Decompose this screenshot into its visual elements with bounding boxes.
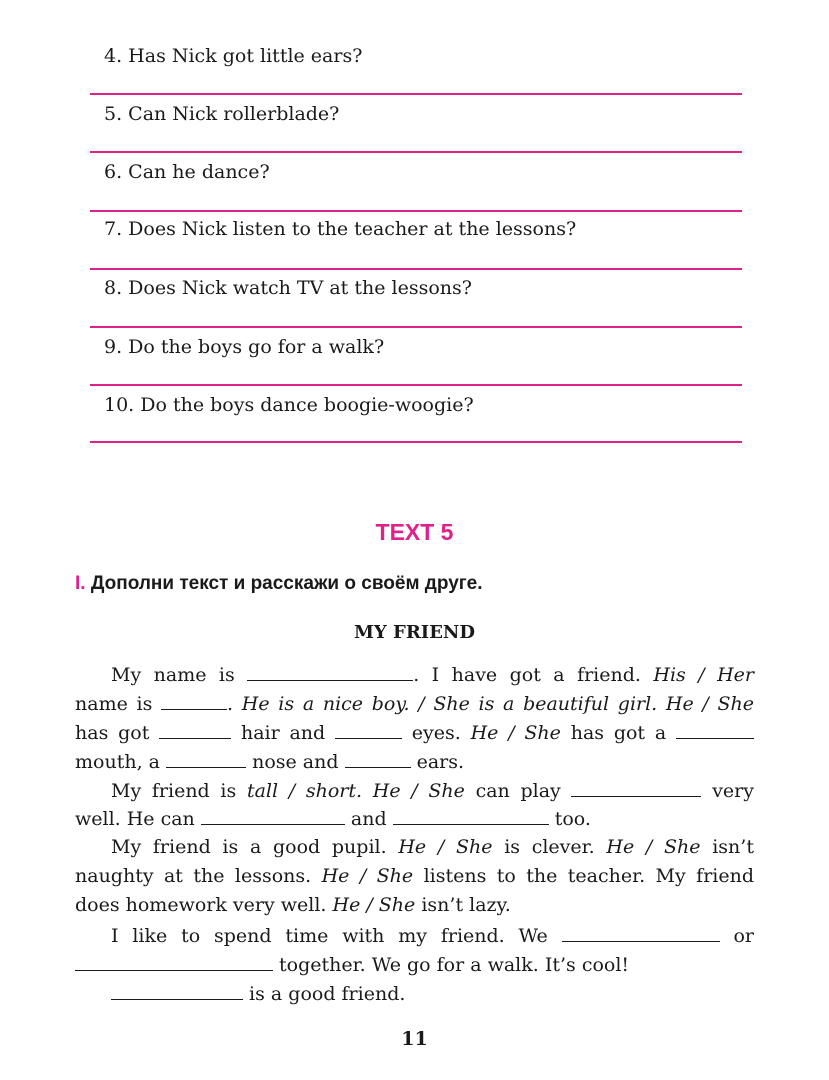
answer-line-6[interactable] xyxy=(90,210,742,212)
blank-eyes[interactable] xyxy=(335,720,402,739)
page-number: 11 xyxy=(401,1028,428,1050)
question-10: 10. Do the boys dance boogie-woogie? xyxy=(104,394,474,416)
story-line-2: name is . He is a nice boy. / She is a beautiful girl. He / She xyxy=(75,693,755,715)
story-line-5: My friend is tall / short. He / She can play very xyxy=(111,780,754,802)
answer-line-4[interactable] xyxy=(90,93,742,95)
question-4: 4. Has Nick got little ears? xyxy=(104,45,363,67)
answer-line-9[interactable] xyxy=(90,384,742,386)
blank-play[interactable] xyxy=(571,778,701,797)
blank-nose[interactable] xyxy=(166,749,246,768)
answer-line-7[interactable] xyxy=(90,268,742,270)
story-line-11: together. We go for a walk. It’s cool! xyxy=(75,952,754,977)
blank-hair[interactable] xyxy=(159,720,231,739)
story-line-3: has got hair and eyes. He / She has got a xyxy=(75,720,754,745)
task-instruction xyxy=(75,573,483,595)
story-line-12: is a good friend. xyxy=(75,981,754,1006)
answer-line-8[interactable] xyxy=(90,326,742,328)
answer-line-5[interactable] xyxy=(90,151,742,153)
story-line-9: does homework very well. He / She isn’t lazy. xyxy=(75,894,511,916)
section-heading: TEXT 5 xyxy=(375,519,454,545)
story-line-8: naughty at the lessons. He / She listens to the teacher. My friend xyxy=(75,865,754,887)
answer-line-10[interactable] xyxy=(90,441,742,443)
blank-friend[interactable] xyxy=(111,981,243,1000)
blank-my-name[interactable] xyxy=(247,662,413,681)
question-9: 9. Do the boys go for a walk? xyxy=(104,336,385,358)
question-6: 6. Can he dance? xyxy=(104,161,270,183)
blank-ears[interactable] xyxy=(345,749,411,768)
story-line-4: mouth, a nose and ears. xyxy=(75,751,465,773)
story-line-10: I like to spend time with my friend. We or xyxy=(111,925,754,947)
blank-friend-name[interactable] xyxy=(161,691,227,710)
question-5: 5. Can Nick rollerblade? xyxy=(104,103,340,125)
story-line-6: well. He can and too. xyxy=(75,808,591,830)
story-line-7: My friend is a good pupil. He / She is clever. He / She isn’t xyxy=(111,836,754,858)
blank-we-2[interactable] xyxy=(75,952,273,971)
blank-can-1[interactable] xyxy=(201,806,345,825)
question-7: 7. Does Nick listen to the teacher at the lessons? xyxy=(104,218,577,240)
blank-we-1[interactable] xyxy=(562,923,720,942)
blank-mouth[interactable] xyxy=(676,720,754,739)
blank-can-2[interactable] xyxy=(393,806,549,825)
story-line-1: My name is . I have got a friend. His / Her xyxy=(111,664,754,686)
task-text: Дополни текст и расскажи о своём друге. xyxy=(90,573,483,594)
question-8: 8. Does Nick watch TV at the lessons? xyxy=(104,277,472,299)
story-title: MY FRIEND xyxy=(354,622,475,643)
task-number: I. xyxy=(75,573,86,594)
